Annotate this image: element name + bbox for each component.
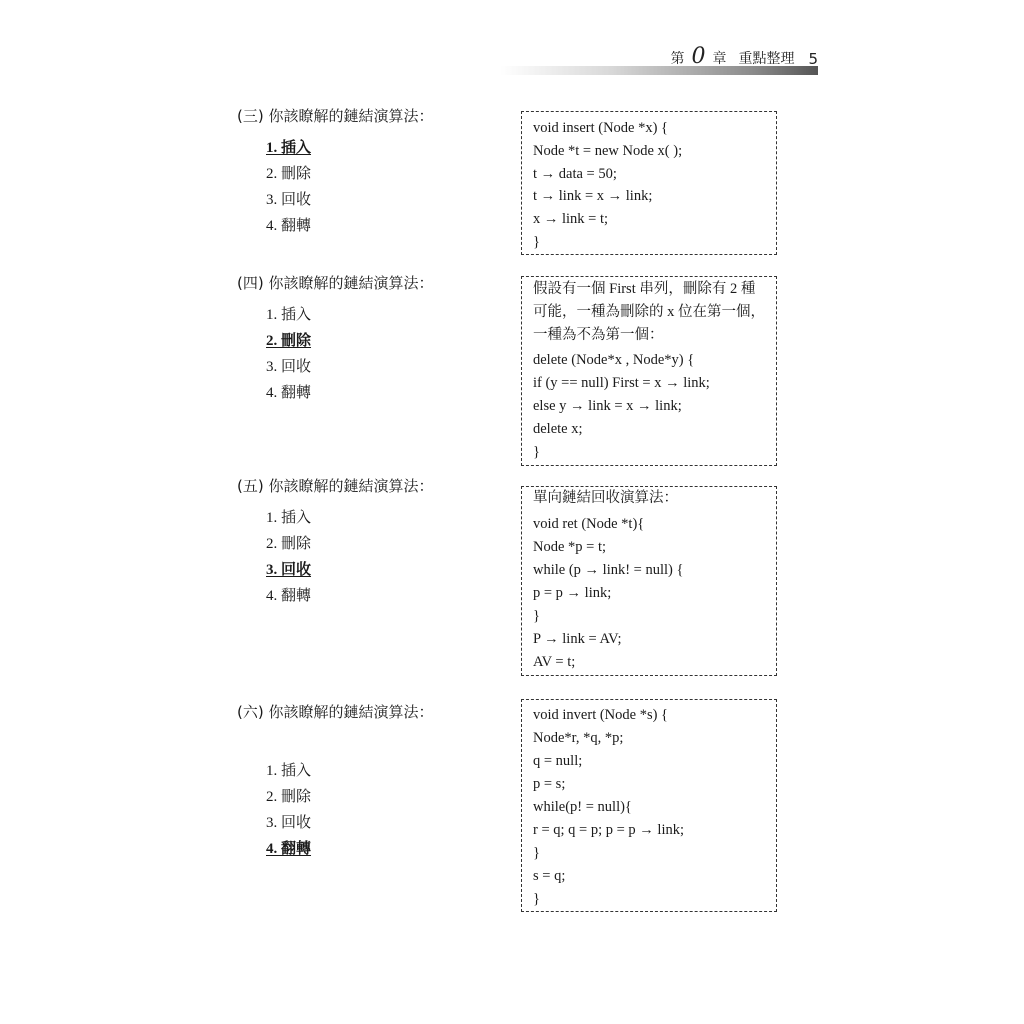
code-line: P → link = AV; xyxy=(533,631,622,647)
code-line: delete x; xyxy=(533,421,583,437)
code-line: } xyxy=(533,444,540,460)
code-line: while(p! = null){ xyxy=(533,799,632,815)
option-invert: 4. 翻轉 xyxy=(266,218,312,234)
option-recycle: 3. 回收 xyxy=(266,359,312,375)
code-line: void invert (Node *s) { xyxy=(533,707,669,723)
code-line: } xyxy=(533,608,540,624)
option-recycle: 3. 回收 xyxy=(266,562,312,578)
section-name: 重點整理 xyxy=(738,51,795,67)
section-invert xyxy=(237,702,497,857)
running-head xyxy=(670,46,818,68)
code-line: 假設有一個 First 串列，刪除有 2 種 xyxy=(533,281,756,297)
section-title: (五) 你該瞭解的鏈結演算法： xyxy=(237,477,434,495)
code-line: void ret (Node *t){ xyxy=(533,516,645,532)
code-line: delete (Node*x , Node*y) { xyxy=(533,352,695,368)
code-line: if (y == null) First = x → link; xyxy=(533,375,710,391)
code-line: t → data = 50; xyxy=(533,166,617,182)
chapter-number: 0 xyxy=(691,44,706,69)
option-insert: 1. 插入 xyxy=(266,307,312,323)
section-recycle xyxy=(237,476,497,604)
section-title: (六) 你該瞭解的鏈結演算法： xyxy=(237,703,434,721)
code-line: void insert (Node *x) { xyxy=(533,120,669,136)
code-box-invert xyxy=(521,699,777,912)
code-line: q = null; xyxy=(533,753,583,769)
code-line: while (p → link! = null) { xyxy=(533,562,684,578)
code-line: } xyxy=(533,845,540,861)
code-line: Node *p = t; xyxy=(533,539,607,555)
code-line: 可能，一種為刪除的 x 位在第一個， xyxy=(533,304,765,320)
section-title: (四) 你該瞭解的鏈結演算法： xyxy=(237,274,434,292)
option-delete: 2. 刪除 xyxy=(266,333,312,349)
option-invert: 4. 翻轉 xyxy=(266,385,312,401)
code-line: Node*r, *q, *p; xyxy=(533,730,624,746)
option-invert: 4. 翻轉 xyxy=(266,841,312,857)
code-line: r = q; q = p; p = p → link; xyxy=(533,822,685,838)
page-number: 5 xyxy=(808,50,818,68)
chapter-suffix: 章 xyxy=(712,51,727,67)
option-delete: 2. 刪除 xyxy=(266,536,312,552)
section-delete xyxy=(237,273,497,401)
code-line: p = p → link; xyxy=(533,585,612,601)
option-insert: 1. 插入 xyxy=(266,140,312,156)
code-line: } xyxy=(533,234,540,250)
chapter-prefix: 第 xyxy=(670,51,685,67)
code-line: p = s; xyxy=(533,776,566,792)
code-line: s = q; xyxy=(533,868,566,884)
code-line: x → link = t; xyxy=(533,211,609,227)
code-box-insert xyxy=(521,111,777,255)
code-line: } xyxy=(533,891,540,907)
option-invert: 4. 翻轉 xyxy=(266,588,312,604)
code-line: else y → link = x → link; xyxy=(533,398,682,414)
option-recycle: 3. 回收 xyxy=(266,815,312,831)
page-header xyxy=(0,0,1024,80)
option-delete: 2. 刪除 xyxy=(266,166,312,182)
option-insert: 1. 插入 xyxy=(266,510,312,526)
option-delete: 2. 刪除 xyxy=(266,789,312,805)
option-insert: 1. 插入 xyxy=(266,763,312,779)
code-line: 一種為不為第一個： xyxy=(533,327,664,343)
section-title: (三) 你該瞭解的鏈結演算法： xyxy=(237,107,434,125)
option-recycle: 3. 回收 xyxy=(266,192,312,208)
code-line: Node *t = new Node x( ); xyxy=(533,143,683,159)
code-line: AV = t; xyxy=(533,654,576,670)
code-box-delete xyxy=(521,276,777,466)
code-box-recycle xyxy=(521,486,777,676)
code-line: t → link = x → link; xyxy=(533,188,653,204)
code-line: 單向鏈結回收演算法： xyxy=(533,490,678,506)
section-insert xyxy=(237,106,497,234)
